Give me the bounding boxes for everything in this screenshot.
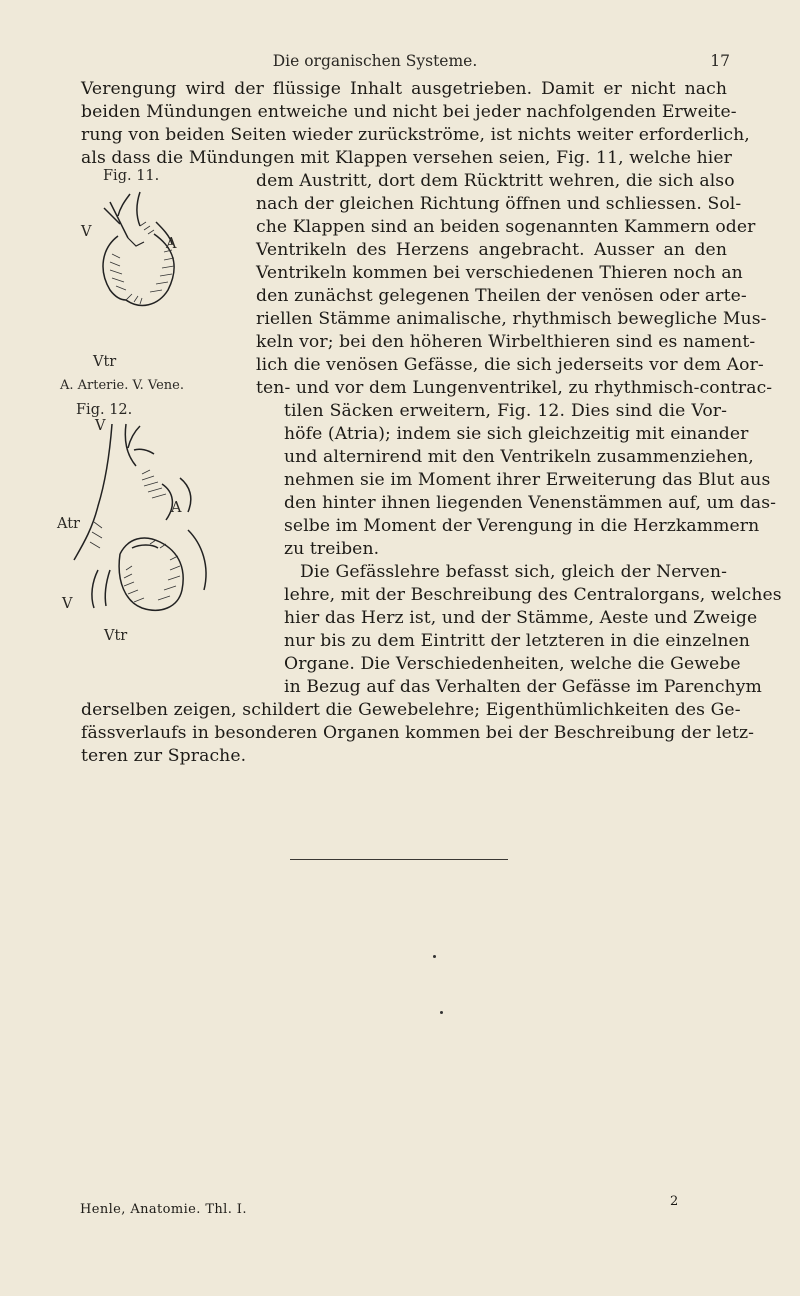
text-line: che Klappen sind an beiden sogenannten Kammern oder	[256, 217, 756, 237]
text-line: den zunächst gelegenen Theilen der venösen oder arte-	[256, 286, 747, 306]
fig12-label-v-left: V	[62, 596, 73, 612]
text-line: Verengung wird der flüssige Inhalt ausgetrieben. Damit er nicht nach	[81, 79, 727, 99]
print-speck	[440, 1011, 443, 1014]
text-line: Ventrikeln kommen bei verschiedenen Thieren noch an	[256, 263, 743, 283]
text-line: in Bezug auf das Verhalten der Gefässe im Parenchym	[284, 677, 762, 697]
fig12-caption: Fig. 12.	[76, 402, 133, 418]
fig11-caption: Fig. 11.	[103, 168, 160, 184]
text-line: riellen Stämme animalische, rhythmisch bewegliche Mus-	[256, 309, 767, 329]
page-number: 17	[710, 52, 730, 70]
fig11-heart-diagram	[80, 186, 256, 348]
text-line: dem Austritt, dort dem Rücktritt wehren, die sich also	[256, 171, 735, 191]
section-divider	[290, 859, 508, 860]
text-line: lehre, mit der Beschreibung des Centralorgans, welches	[284, 585, 782, 605]
text-line: lich die venösen Gefässe, die sich jederseits vor dem Aor-	[256, 355, 764, 375]
text-line: zu treiben.	[284, 539, 380, 559]
fig11-legend: A. Arterie. V. Vene.	[60, 378, 184, 393]
fig11-label-v: V	[81, 224, 92, 240]
text-line: fässverlaufs in besonderen Organen kommen bei der Beschreibung der letz-	[81, 723, 755, 743]
text-line: teren zur Sprache.	[81, 746, 247, 766]
footer-signature-line: Henle, Anatomie. Thl. I.	[80, 1202, 247, 1217]
text-line: beiden Mündungen entweiche und nicht bei jeder nachfolgenden Erweite-	[81, 102, 737, 122]
running-head-title: Die organischen Systeme.	[272, 52, 478, 70]
fig12-label-atr: Atr	[57, 516, 80, 532]
text-line: nach der gleichen Richtung öffnen und schliessen. Sol-	[256, 194, 742, 214]
fig12-label-a: A	[171, 500, 182, 516]
text-line: keln vor; bei den höheren Wirbelthieren sind es nament-	[256, 332, 756, 352]
text-line: Ventrikeln des Herzens angebracht. Ausser an den	[256, 240, 727, 260]
text-line: Organe. Die Verschiedenheiten, welche die Gewebe	[284, 654, 741, 674]
fig12-label-v-top: V	[95, 418, 106, 434]
text-line: den hinter ihnen liegenden Venenstämmen auf, um das-	[284, 493, 777, 513]
text-line: derselben zeigen, schildert die Gewebelehre; Eigenthümlichkeiten des Ge-	[81, 700, 741, 720]
fig12-heart-diagram	[70, 420, 256, 630]
text-line: ten- und vor dem Lungenventrikel, zu rhythmisch-contrac-	[256, 378, 773, 398]
text-line: Die Gefässlehre befasst sich, gleich der Nerven-	[300, 562, 727, 582]
fig12-label-vtr: Vtr	[104, 628, 128, 644]
text-line: hier das Herz ist, und der Stämme, Aeste und Zweige	[284, 608, 758, 628]
text-line: und alternirend mit den Ventrikeln zusammenziehen,	[284, 447, 754, 467]
text-line: selbe im Moment der Verengung in die Herzkammern	[284, 516, 760, 536]
fig11-label-vtr: Vtr	[93, 354, 117, 370]
text-line: nehmen sie im Moment ihrer Erweiterung das Blut aus	[284, 470, 771, 490]
print-speck	[433, 955, 436, 958]
text-line: nur bis zu dem Eintritt der letzteren in die einzelnen	[284, 631, 750, 651]
fig11-label-a: A	[166, 236, 177, 252]
text-line: höfe (Atria); indem sie sich gleichzeitig mit einander	[284, 424, 749, 444]
text-line: rung von beiden Seiten wieder zurückströme, ist nichts weiter erforderlich,	[81, 125, 750, 145]
text-line: als dass die Mündungen mit Klappen versehen seien, Fig. 11, welche hier	[81, 148, 732, 168]
text-line: tilen Säcken erweitern, Fig. 12. Dies sind die Vor-	[284, 401, 727, 421]
signature-mark: 2	[670, 1194, 679, 1209]
